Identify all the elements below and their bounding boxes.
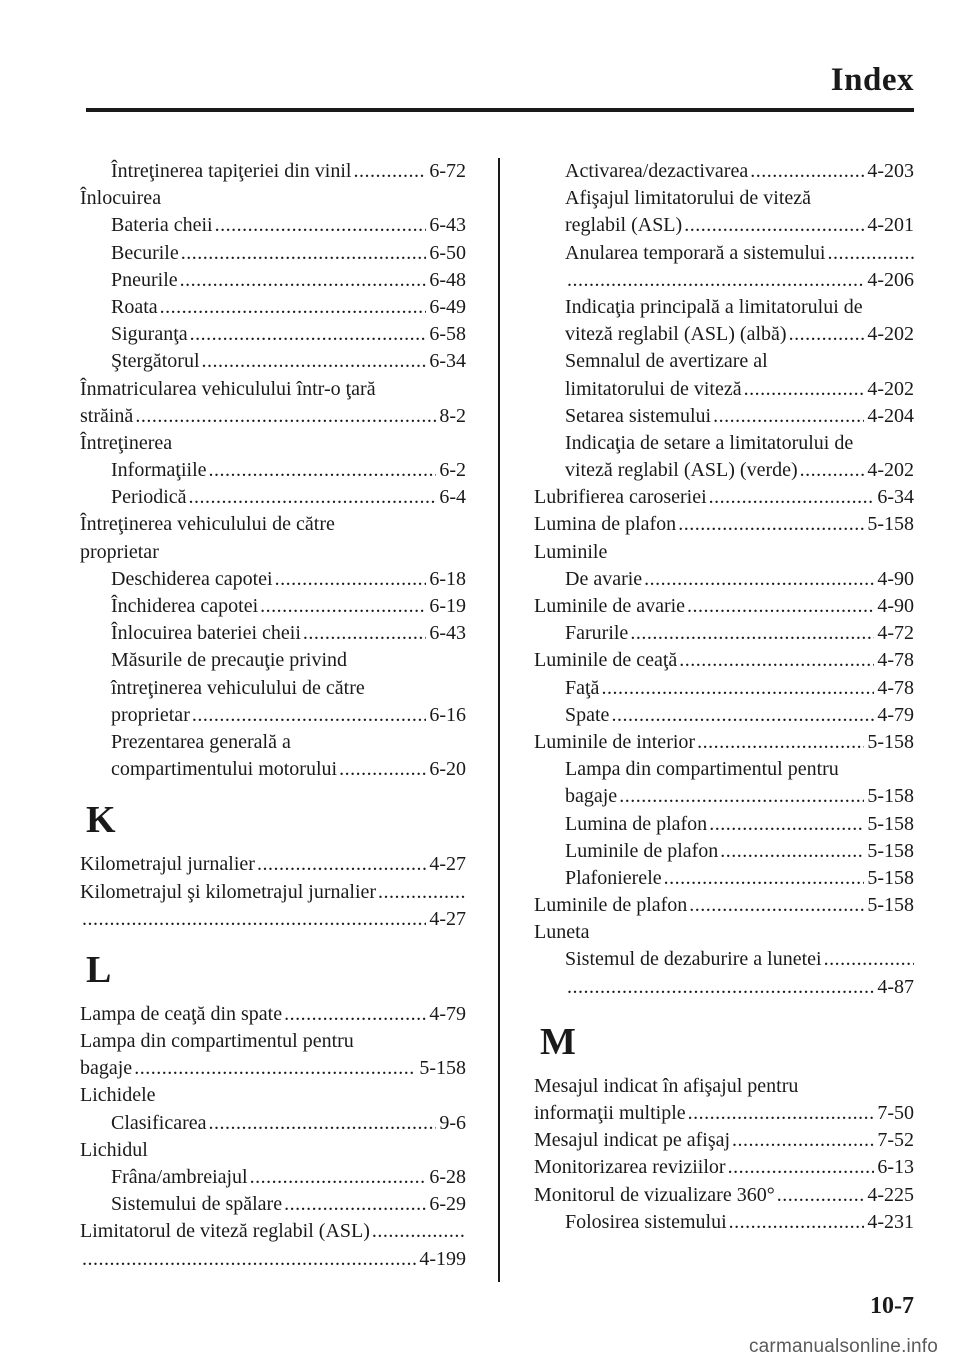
index-entry (534, 294, 914, 321)
entry-page-ref: 7-52 (877, 1129, 914, 1152)
entry-page-ref: 9-6 (439, 1111, 466, 1134)
dot-leader (750, 158, 864, 185)
entry-term: Plafonierele (565, 866, 662, 889)
index-entry (534, 974, 914, 1001)
entry-term: bagaje (565, 785, 618, 808)
dot-leader (689, 892, 864, 919)
index-entry (534, 321, 914, 348)
index-entry (80, 376, 466, 403)
entry-term: întreţinerea vehiculului de către (111, 676, 365, 699)
dot-leader (567, 267, 864, 294)
dot-leader (378, 879, 466, 906)
header-rule (86, 108, 914, 112)
dot-leader (713, 403, 864, 430)
index-entry (534, 1100, 914, 1127)
entry-term: Prezentarea generală a (111, 730, 291, 753)
index-entry (534, 647, 914, 674)
entry-term: Lampa de ceaţă din spate (80, 1002, 283, 1025)
entry-term: Lampa din compartimentul pentru (80, 1030, 354, 1053)
index-entry (80, 675, 466, 702)
dot-leader (644, 566, 874, 593)
entry-term: Pneurile (111, 268, 178, 291)
index-entry (80, 294, 466, 321)
dot-leader (678, 511, 864, 538)
entry-term: Lichidul (80, 1138, 148, 1161)
index-entry (80, 1246, 466, 1273)
entry-term: Monitorul de vizualizare 360° (534, 1183, 775, 1206)
entry-term: Kilometrajul şi kilometrajul jurnalier (80, 880, 377, 903)
dot-leader (82, 1246, 416, 1273)
dot-leader (567, 974, 874, 1001)
dot-leader (729, 1209, 865, 1236)
entry-page-ref: 4-72 (877, 622, 914, 645)
entry-term: Luneta (534, 921, 590, 944)
entry-term: Monitorizarea reviziilor (534, 1156, 726, 1179)
index-entry (80, 267, 466, 294)
index-entry (534, 511, 914, 538)
dot-leader (257, 851, 426, 878)
entry-term: Farurile (565, 622, 629, 645)
entry-term: Setarea sistemului (565, 404, 712, 427)
entry-page-ref: 4-87 (877, 975, 914, 998)
entry-term: Lampa din compartimentul pentru (565, 758, 839, 781)
entry-page-ref: 5-158 (867, 513, 914, 536)
entry-page-ref: 5-158 (867, 785, 914, 808)
index-entry (534, 267, 914, 294)
entry-page-ref: 4-199 (419, 1247, 466, 1270)
entry-page-ref: 4-203 (867, 160, 914, 182)
entry-page-ref: 5-158 (867, 839, 914, 862)
dot-leader (250, 1164, 427, 1191)
dot-leader (260, 593, 426, 620)
index-entry (534, 1073, 914, 1100)
entry-term: Ştergătorul (111, 350, 200, 373)
entry-page-ref: 5-158 (867, 894, 914, 917)
entry-term: Anularea temporară a sistemului (565, 241, 826, 264)
entry-term: De avarie (565, 567, 643, 590)
index-entry (534, 1154, 914, 1181)
entry-term: Sistemul de dezaburire a lunetei (565, 948, 822, 971)
entry-term: Faţă (565, 676, 600, 699)
entry-term: Întreţinerea (80, 431, 173, 454)
index-entry (534, 185, 914, 212)
index-entry (80, 647, 466, 674)
entry-page-ref: 5-158 (419, 1057, 466, 1080)
entry-page-ref: 6-18 (429, 567, 466, 590)
watermark: carmanualsonline.info (748, 1336, 938, 1357)
entry-term: compartimentului motorului (111, 758, 338, 781)
index-entry (80, 457, 466, 484)
index-entry (80, 1082, 466, 1109)
index-entry (80, 879, 466, 906)
index-entry (534, 539, 914, 566)
index-entry (80, 851, 466, 878)
entry-page-ref: 6-28 (429, 1166, 466, 1188)
dot-leader (192, 702, 426, 729)
page-title: Index (830, 62, 914, 98)
index-entry (80, 1137, 466, 1164)
index-entry (80, 430, 466, 457)
entry-page-ref: 6-20 (429, 758, 466, 781)
index-letter-heading: L (86, 948, 112, 991)
entry-term: proprietar (111, 703, 190, 726)
entry-page-ref: 8-2 (439, 404, 466, 427)
dot-leader (744, 376, 865, 403)
index-entry (534, 484, 914, 511)
dot-leader (209, 1110, 437, 1137)
entry-term: Înlocuirea bateriei cheii (111, 622, 301, 645)
entry-page-ref: 4-79 (877, 703, 914, 726)
entry-term: Înmatricularea vehiculului într-o ţară (80, 377, 376, 400)
entry-page-ref: 4-27 (429, 907, 466, 930)
entry-term: Întreţinerea tapiţeriei din vinil (111, 160, 352, 182)
index-entry (534, 566, 914, 593)
index-entry (80, 1055, 466, 1082)
entry-page-ref: 6-19 (429, 595, 466, 617)
entry-term: Luminile de plafon (565, 839, 719, 862)
dot-leader (180, 267, 427, 294)
index-entry (80, 1164, 466, 1191)
index-entry (80, 539, 466, 566)
entry-term: străină (80, 404, 134, 427)
dot-leader (684, 212, 864, 239)
index-entry (534, 756, 914, 783)
dot-leader (181, 240, 427, 267)
index-entry (80, 348, 466, 375)
entry-page-ref: 4-204 (867, 404, 914, 427)
entry-page-ref: 5-158 (867, 812, 914, 835)
index-entry (534, 348, 914, 375)
entry-term: Semnalul de avertizare al (565, 350, 768, 373)
entry-page-ref: 6-50 (429, 241, 466, 264)
dot-leader (135, 403, 436, 430)
index-letter-heading: K (86, 799, 116, 842)
index-entry (80, 484, 466, 511)
entry-page-ref: 7-50 (877, 1102, 914, 1124)
entry-term: Roata (111, 295, 158, 318)
dot-leader (189, 484, 437, 511)
entry-term: Clasificarea (111, 1111, 207, 1134)
entry-page-ref: 6-43 (429, 622, 466, 645)
dot-leader (728, 1154, 875, 1181)
dot-leader (134, 1055, 416, 1082)
index-entry (534, 838, 914, 865)
dot-leader (619, 783, 864, 810)
entry-term: Periodică (111, 486, 187, 509)
entry-term: Luminile de interior (534, 730, 696, 753)
index-entry (534, 1127, 914, 1154)
index-entry (534, 811, 914, 838)
index-entry (80, 729, 466, 756)
dot-leader (601, 675, 874, 702)
entry-term: reglabil (ASL) (565, 214, 683, 237)
entry-page-ref: 5-158 (867, 730, 914, 753)
dot-leader (709, 484, 875, 511)
entry-term: Becurile (111, 241, 179, 264)
index-entry (80, 403, 466, 430)
entry-term: Frâna/ambreiajul (111, 1166, 248, 1188)
dot-leader (709, 811, 864, 838)
entry-term: Kilometrajul jurnalier (80, 853, 255, 876)
index-entry (534, 946, 914, 973)
entry-term: Luminile (534, 540, 608, 563)
entry-page-ref: 6-48 (429, 268, 466, 291)
dot-leader (687, 593, 874, 620)
dot-leader (160, 294, 427, 321)
index-entry (534, 212, 914, 239)
dot-leader (82, 906, 426, 933)
index-entry (534, 403, 914, 430)
entry-term: Lumina de plafon (534, 513, 677, 536)
dot-leader (339, 756, 426, 783)
entry-page-ref: 4-78 (877, 676, 914, 699)
dot-leader (209, 457, 437, 484)
entry-page-ref: 4-225 (867, 1183, 914, 1206)
entry-term: Mesajul indicat în afişajul pentru (534, 1074, 799, 1097)
entry-page-ref: 6-72 (429, 160, 466, 182)
index-entry (80, 1218, 466, 1245)
entry-page-ref: 6-13 (877, 1156, 914, 1179)
index-entry (80, 212, 466, 239)
index-entry (80, 702, 466, 729)
entry-page-ref: 6-4 (439, 486, 466, 509)
index-entry (534, 865, 914, 892)
dot-leader (789, 321, 865, 348)
index-entry (534, 675, 914, 702)
dot-leader (720, 838, 864, 865)
entry-term: Lubrifierea caroseriei (534, 486, 707, 509)
entry-page-ref: 4-90 (877, 567, 914, 590)
index-entry (534, 892, 914, 919)
dot-leader (215, 212, 427, 239)
index-entry (534, 457, 914, 484)
dot-leader (777, 1182, 865, 1209)
entry-term: Indicaţia de setare a limitatorului de (565, 431, 854, 454)
index-entry (80, 620, 466, 647)
dot-leader (824, 946, 914, 973)
index-entry (80, 1191, 466, 1218)
entry-page-ref: 4-206 (867, 268, 914, 291)
index-entry (534, 593, 914, 620)
entry-page-ref: 4-90 (877, 595, 914, 617)
entry-term: Informaţiile (111, 459, 207, 482)
dot-leader (275, 566, 427, 593)
index-entry (80, 185, 466, 212)
dot-leader (732, 1127, 874, 1154)
index-entry (80, 1028, 466, 1055)
entry-term: viteză reglabil (ASL) (verde) (565, 459, 798, 482)
entry-page-ref: 6-2 (439, 459, 466, 482)
dot-leader (353, 158, 426, 185)
index-entry (534, 1209, 914, 1236)
dot-leader (630, 620, 874, 647)
index-entry (80, 158, 466, 185)
entry-term: Luminile de plafon (534, 894, 688, 917)
index-entry (534, 729, 914, 756)
index-letter-heading: M (540, 1020, 576, 1063)
dot-leader (303, 620, 426, 647)
index-entry (534, 376, 914, 403)
entry-term: Deschiderea capotei (111, 567, 273, 590)
entry-term: limitatorului de viteză (565, 377, 742, 400)
dot-leader (827, 240, 914, 267)
dot-leader (202, 348, 427, 375)
entry-term: Luminile de ceaţă (534, 649, 678, 672)
column-divider (498, 158, 500, 1282)
entry-term: Închiderea capotei (111, 595, 259, 617)
entry-term: Înlocuirea (80, 187, 162, 210)
dot-leader (611, 702, 874, 729)
entry-page-ref: 6-43 (429, 214, 466, 237)
index-entry (80, 906, 466, 933)
entry-page-ref: 6-34 (877, 486, 914, 509)
entry-term: informaţii multiple (534, 1102, 686, 1124)
entry-term: Afişajul limitatorului de viteză (565, 187, 812, 210)
dot-leader (800, 457, 865, 484)
entry-term: bagaje (80, 1057, 133, 1080)
entry-page-ref: 4-27 (429, 853, 466, 876)
dot-leader (697, 729, 864, 756)
index-entry (80, 593, 466, 620)
index-entry (534, 158, 914, 185)
entry-page-ref: 4-79 (429, 1002, 466, 1025)
entry-page-ref: 4-202 (867, 377, 914, 400)
index-column-left (80, 158, 466, 1273)
index-entry (534, 783, 914, 810)
entry-term: Lichidele (80, 1084, 156, 1107)
entry-term: Spate (565, 703, 610, 726)
entry-term: viteză reglabil (ASL) (albă) (565, 323, 787, 346)
entry-term: proprietar (80, 540, 159, 563)
entry-term: Sistemului de spălare (111, 1193, 283, 1216)
entry-page-ref: 4-78 (877, 649, 914, 672)
entry-term: Folosirea sistemului (565, 1210, 727, 1233)
entry-term: Lumina de plafon (565, 812, 708, 835)
entry-term: Bateria cheii (111, 214, 213, 237)
dot-leader (679, 647, 874, 674)
entry-page-ref: 6-58 (429, 323, 466, 346)
index-column-right (534, 158, 914, 1236)
dot-leader (284, 1001, 426, 1028)
entry-term: Întreţinerea vehiculului de către (80, 513, 335, 536)
index-entry (534, 240, 914, 267)
entry-page-ref: 5-158 (867, 866, 914, 889)
entry-page-ref: 4-202 (867, 459, 914, 482)
entry-term: Mesajul indicat pe afişaj (534, 1129, 731, 1152)
entry-page-ref: 6-49 (429, 295, 466, 318)
index-entry (534, 1182, 914, 1209)
dot-leader (688, 1100, 875, 1127)
entry-page-ref: 6-29 (429, 1193, 466, 1216)
index-entry (534, 620, 914, 647)
entry-term: Siguranţa (111, 323, 188, 346)
dot-leader (372, 1218, 466, 1245)
entry-term: Limitatorul de viteză reglabil (ASL) (80, 1220, 370, 1243)
index-entry (80, 511, 466, 538)
index-entry (80, 756, 466, 783)
index-entry (80, 1001, 466, 1028)
index-entry (80, 566, 466, 593)
entry-term: Indicaţia principală a limitatorului de (565, 295, 863, 318)
entry-term: Activarea/dezactivarea (565, 160, 749, 182)
dot-leader (664, 865, 865, 892)
entry-page-ref: 4-202 (867, 323, 914, 346)
index-entry (80, 321, 466, 348)
entry-term: Măsurile de precauţie privind (111, 649, 348, 672)
index-entry (534, 919, 914, 946)
entry-term: Luminile de avarie (534, 595, 686, 617)
index-entry (534, 702, 914, 729)
entry-page-ref: 6-34 (429, 350, 466, 373)
entry-page-ref: 4-201 (867, 214, 914, 237)
dot-leader (284, 1191, 426, 1218)
page-number: 10-7 (870, 1293, 914, 1319)
dot-leader (190, 321, 427, 348)
entry-page-ref: 6-16 (429, 703, 466, 726)
index-entry (80, 240, 466, 267)
index-entry (80, 1110, 466, 1137)
entry-page-ref: 4-231 (867, 1210, 914, 1233)
index-entry (534, 430, 914, 457)
